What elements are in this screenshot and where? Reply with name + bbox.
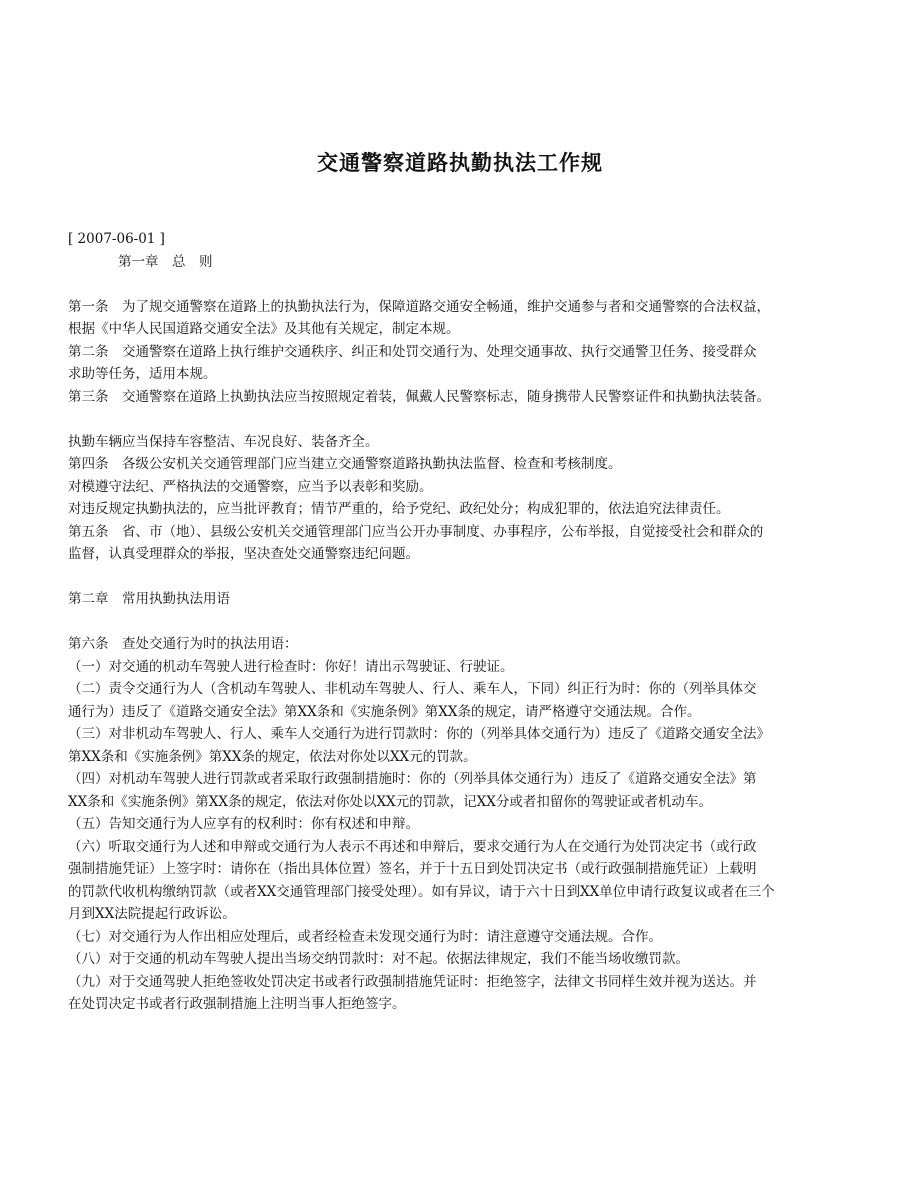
text-line: 通行为）违反了《道路交通安全法》第XX条和《实施条例》第XX条的规定，请严格遵守交通法规。合作。: [68, 703, 701, 720]
text-line: （三）对非机动车驾驶人、行人、乘车人交通行为进行罚款时：你的（列举具体交通行为）违反了《道路交通安全法》: [68, 726, 770, 742]
text-line: 第三条 交通警察在道路上执勤执法应当按照规定着装，佩戴人民警察标志，随身携带人民警察证件和执勤执法装备。: [68, 388, 770, 405]
text-line: 第四条 各级公安机关交通管理部门应当建立交通警察道路执勤执法监督、检查和考核制度。: [68, 456, 622, 472]
text-line: 执勤车辆应当保持车容整洁、车况良好、装备齐全。: [68, 433, 379, 450]
document-body: [68, 228, 880, 1016]
text-line: （七）对交通行为人作出相应处理后，或者经检查未发现交通行为时：请注意遵守交通法规。合作。: [68, 928, 662, 945]
article-lines: [68, 296, 880, 1016]
text-line: 第一条 为了规交通警察在道路上的执勤执法行为，保障道路交通安全畅通，维护交通参与者和交通警察的合法权益，: [68, 298, 770, 315]
text-line: （二）责令交通行为人（含机动车驾驶人、非机动车驾驶人、行人、乘车人，下同）纠正行为时：你的（列举具体交: [68, 681, 757, 697]
text-line: 第二章 常用执勤执法用语: [68, 591, 230, 607]
text-line: （六）听取交通行为人述和申辩或交通行为人表示不再述和申辩后，要求交通行为人在交通行为处罚决定书（或行政: [68, 838, 757, 855]
text-line: （四）对机动车驾驶人进行罚款或者采取行政强制措施时：你的（列举具体交通行为）违反了《道路交通安全法》第: [68, 771, 757, 787]
blank-line: [68, 408, 880, 431]
text-line: 对违反规定执勤执法的，应当批评教育；情节严重的，给予党纪、政纪处分；构成犯罪的，依法追究法律责任。: [68, 501, 730, 517]
text-line: （八）对于交通的机动车驾驶人提出当场交纳罚款时：对不起。依据法律规定，我们不能当场收缴罚款。: [68, 951, 689, 967]
chapter-heading: 第一章 总 则: [118, 253, 213, 270]
text-line: 在处罚决定书或者行政强制措施上注明当事人拒绝签字。: [68, 996, 406, 1012]
document-title: 交通警察道路执勤执法工作规: [317, 150, 603, 175]
text-line: 的罚款代收机构缴纳罚款（或者XX交通管理部门接受处理）。如有异议，请于六十日到XX单位申请行政复议或者在三个: [68, 883, 775, 900]
blank-line: [68, 611, 880, 634]
text-line: （五）告知交通行为人应享有的权利时：你有权述和申辩。: [68, 816, 419, 832]
text-line: XX条和《实施条例》第XX条的规定，依法对你处以XX元的罚款，记XX分或者扣留你的驾驶证或者机动车。: [68, 793, 712, 810]
text-line: 强制措施凭证）上签字时：请你在（指出具体位置）签名，并于十五日到处罚决定书（或行政强制措施凭证）上载明: [68, 861, 757, 877]
text-line: （一）对交通的机动车驾驶人进行检查时：你好！请出示驾驶证、行驶证。: [68, 658, 514, 675]
text-line: 求助等任务，适用本规。: [68, 366, 217, 382]
text-line: 监督，认真受理群众的举报，坚决查处交通警察违纪问题。: [68, 546, 419, 562]
text-line: 第五条 省、市（地）、县级公安机关交通管理部门应当公开办事制度、办事程序，公布举报，自觉接受社会和群众的: [68, 523, 764, 540]
text-line: 第六条 查处交通行为时的执法用语：: [68, 636, 298, 652]
blank-line: [68, 566, 880, 589]
text-line: 第XX条和《实施条例》第XX条的规定，依法对你处以XX元的罚款。: [68, 748, 477, 765]
date-line: [ 2007-06-01 ]: [68, 231, 165, 247]
blank-line: [68, 273, 880, 296]
text-line: 对模遵守法纪、严格执法的交通警察，应当予以表彰和奖励。: [68, 478, 433, 495]
text-line: 月到XX法院提起行政诉讼。: [68, 906, 236, 922]
text-line: 根据《中华人民国道路交通安全法》及其他有关规定，制定本规。: [68, 321, 460, 337]
text-line: （九）对于交通驾驶人拒绝签收处罚决定书或者行政强制措施凭证时：拒绝签字，法律文书同样生效并视为送达。并: [68, 973, 757, 990]
text-line: 第二条 交通警察在道路上执行维护交通秩序、纠正和处罚交通行为、处理交通事故、执行交通警卫任务、接受群众: [68, 343, 757, 360]
